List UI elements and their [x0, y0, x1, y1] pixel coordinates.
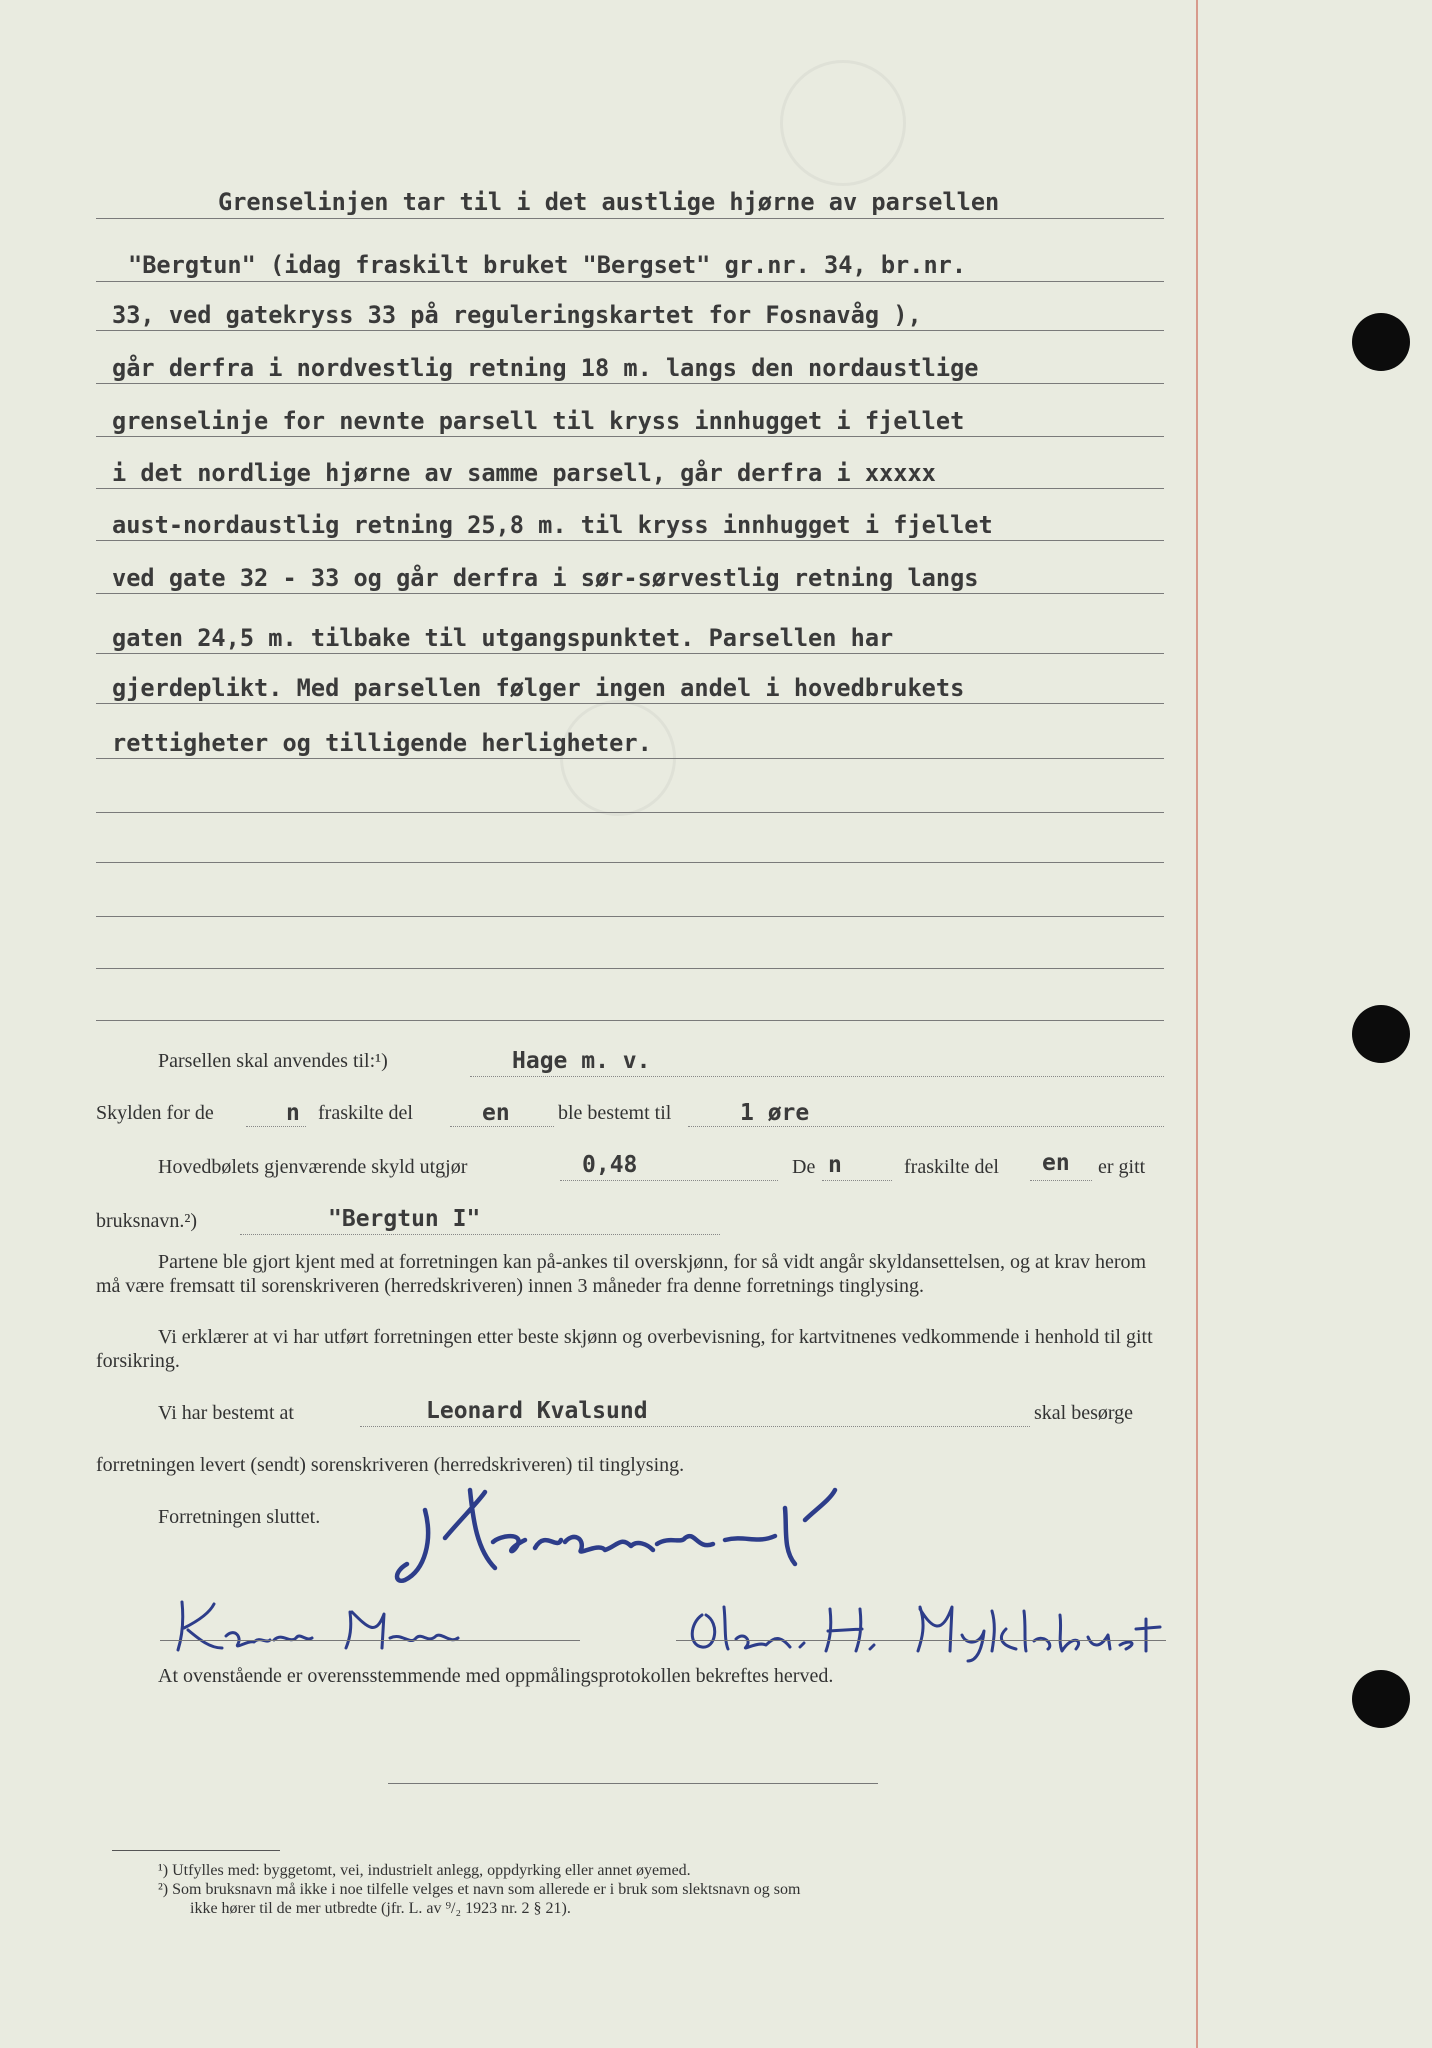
body-line: Grenselinjen tar til i det austlige hjørne av parsellen	[218, 188, 1000, 216]
body-line: grenselinje for nevnte parsell til kryss innhugget i fjellet	[112, 407, 965, 435]
fraskilte-label: fraskilte del	[904, 1156, 999, 1178]
bruksnavn-label: bruksnavn.²)	[96, 1210, 197, 1232]
body-line: 33, ved gatekryss 33 på reguleringskartet for Fosnavåg ),	[112, 301, 922, 329]
sluttet-text: Forretningen sluttet.	[158, 1506, 321, 1528]
fraskilte-fill: en	[1042, 1150, 1070, 1176]
skylden-fill: n	[286, 1100, 300, 1126]
punch-hole	[1352, 1670, 1410, 1728]
body-line: ved gate 32 - 33 og går derfra i sør-sørvestlig retning langs	[112, 564, 979, 592]
anvendes-label: Parsellen skal anvendes til:¹)	[158, 1050, 388, 1072]
signature-right	[680, 1595, 1180, 1665]
punch-hole	[1352, 1005, 1410, 1063]
body-line: gaten 24,5 m. tilbake til utgangspunktet. Parsellen har	[112, 624, 894, 652]
footnote-1: ¹) Utfylles med: byggetomt, vei, industrielt anlegg, oppdyrking eller annet øyemed.	[158, 1862, 691, 1879]
bruksnavn-value: "Bergtun I"	[328, 1206, 481, 1232]
footnote-rule	[112, 1850, 280, 1851]
besorge-label: skal besørge	[1034, 1402, 1134, 1424]
de-fill: n	[828, 1152, 842, 1178]
skylden-label: fraskilte del	[318, 1102, 413, 1124]
margin-line	[1196, 0, 1198, 2048]
hoved-value: 0,48	[582, 1152, 638, 1178]
signature-left	[170, 1592, 490, 1662]
punch-hole	[1352, 313, 1410, 371]
signature-main	[385, 1480, 985, 1590]
footnote-2: ²) Som bruksnavn må ikke i noe tilfelle velges et navn som allerede er i bruk som slektsnavn og som	[158, 1881, 801, 1898]
bestemt-label: Vi har bestemt at	[158, 1402, 294, 1424]
anvendes-value: Hage m. v.	[512, 1048, 651, 1074]
skylden-label: ble bestemt til	[558, 1102, 672, 1124]
body-line: "Bergtun" (idag fraskilt bruket "Bergset" gr.nr. 34, br.nr.	[128, 251, 967, 279]
gitt-label: er gitt	[1098, 1156, 1146, 1178]
bleed-through-stamp	[780, 60, 906, 186]
body-line: gjerdeplikt. Med parsellen følger ingen andel i hovedbrukets	[112, 674, 965, 702]
bestemt-value: Leonard Kvalsund	[426, 1398, 648, 1424]
erklaerer-paragraph: Vi erklærer at vi har utført forretningen etter beste skjønn og overbevisning, for kartvitnenes vedkommende i henhold til gitt forsikring.	[96, 1326, 1153, 1372]
bekreftes-text: At ovenstående er overensstemmende med oppmålingsprotokollen bekreftes herved.	[158, 1665, 834, 1687]
body-line: går derfra i nordvestlig retning 18 m. langs den nordaustlige	[112, 354, 979, 382]
body-line: aust-nordaustlig retning 25,8 m. til kryss innhugget i fjellet	[112, 511, 993, 539]
levert-text: forretningen levert (sendt) sorenskriveren (herredskriveren) til tinglysing.	[96, 1454, 685, 1476]
body-line: i det nordlige hjørne av samme parsell, går derfra i xxxxx	[112, 459, 936, 487]
signature-line	[388, 1783, 878, 1784]
de-label: De	[792, 1156, 816, 1178]
footnote-2-cont: ikke hører til de mer utbredte (jfr. L. av ⁹/₂ 1923 nr. 2 § 21).	[190, 1900, 571, 1917]
body-line: rettigheter og tilligende herligheter.	[112, 729, 652, 757]
skylden-value: 1 øre	[740, 1100, 810, 1126]
skylden-label: Skylden for de	[96, 1102, 214, 1124]
skylden-fill: en	[482, 1100, 510, 1126]
partene-paragraph: Partene ble gjort kjent med at forretningen kan på-ankes til overskjønn, for så vidt angår skyldansettelsen, og at krav herom må være fremsatt til sorenskriveren (herredskriveren) innen 3 måneder fra denne forretnings tinglysing.	[96, 1251, 1147, 1297]
hoved-label: Hovedbølets gjenværende skyld utgjør	[158, 1156, 468, 1178]
